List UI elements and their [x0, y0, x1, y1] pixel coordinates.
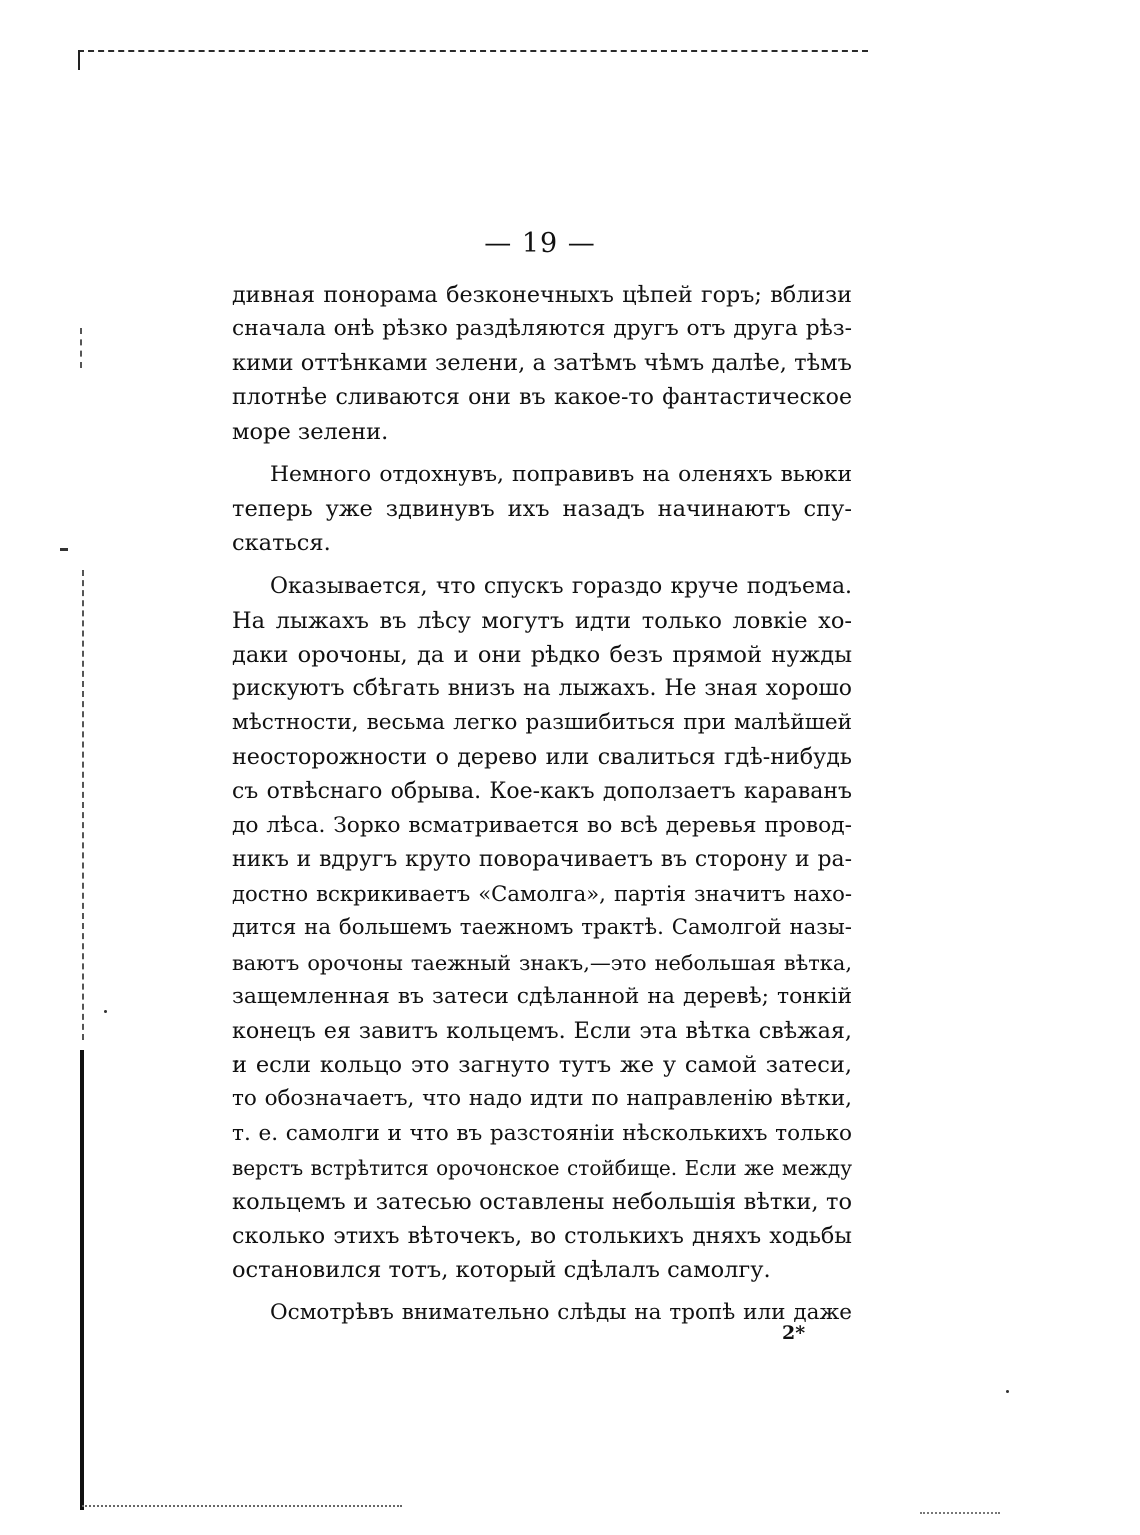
- paragraph: [232, 1296, 852, 1330]
- text-line: ваютъ орочоны таежный знакъ,—это небольшая вѣтка,: [232, 950, 852, 975]
- scan-left-edge: [80, 1050, 84, 1510]
- text-line: никъ и вдругъ круто поворачиваетъ въ сторону и ра-: [232, 847, 852, 872]
- scan-top-corner: [78, 50, 80, 70]
- signature-mark: 2*: [782, 1322, 806, 1344]
- text-line: кольцемъ и затесью оставлены небольшія вѣтки, то: [232, 1188, 852, 1215]
- scan-bottom-rule: [82, 1505, 402, 1507]
- text-line: На лыжахъ въ лѣсу могутъ идти только ловкіе хо-: [232, 607, 852, 634]
- scan-left-mark: [80, 328, 84, 368]
- text-line: и если кольцо это загнуто тутъ же у самой затеси,: [232, 1052, 852, 1079]
- paragraph: [232, 570, 852, 1288]
- scan-speck: [104, 1010, 107, 1013]
- text-line: неосторожности о дерево или свалиться гдѣ-нибудь: [232, 744, 852, 771]
- text-line: съ отвѣснаго обрыва. Кое-какъ доползаетъ караванъ: [232, 778, 852, 804]
- text-line: кими оттѣнками зелени, а затѣмъ чѣмъ далѣе, тѣмъ: [232, 350, 852, 377]
- body-text: [232, 278, 852, 1340]
- text-line: плотнѣе сливаются они въ какое-то фантастическое: [232, 384, 852, 410]
- text-line: защемленная въ затеси сдѣланной на деревѣ; тонкій: [232, 983, 852, 1009]
- text-line: теперь уже здвинувъ ихъ назадъ начинаютъ спу-: [232, 496, 852, 523]
- text-line: верстъ встрѣтится орочонское стойбище. Если же между: [232, 1155, 852, 1180]
- text-line: дивная понорама безконечныхъ цѣпей горъ; вблизи: [232, 282, 852, 308]
- scan-left-dashes: [82, 570, 84, 1040]
- text-line: т. е. самолги и что въ разстояніи нѣсколькихъ только: [232, 1120, 852, 1146]
- page-number: — 19 —: [484, 228, 596, 259]
- scan-speck: [1006, 1390, 1009, 1393]
- text-line: Немного отдохнувъ, поправивъ на оленяхъ вьюки: [270, 461, 852, 487]
- text-line: то обозначаетъ, что надо идти по направленію вѣтки,: [232, 1086, 852, 1112]
- text-line: сначала онѣ рѣзко раздѣляются другъ отъ друга рѣз-: [232, 316, 852, 342]
- text-line: до лѣса. Зорко всматривается во всѣ деревья провод-: [232, 812, 852, 838]
- text-line: мѣстности, весьма легко разшибиться при малѣйшей: [232, 710, 852, 736]
- text-line: дится на большемъ таежномъ трактѣ. Самолгой назы-: [232, 915, 852, 941]
- paragraph: [232, 458, 852, 561]
- text-line: остановился тотъ, который сдѣлалъ самолгу.: [232, 1257, 771, 1284]
- text-line: даки орочоны, да и они рѣдко безъ прямой нужды: [232, 641, 852, 668]
- text-line: Осмотрѣвъ внимательно слѣды на тропѣ или даже: [270, 1300, 852, 1326]
- paragraph: [232, 278, 852, 449]
- text-line: достно вскрикиваетъ «Самолга», партія значитъ нахо-: [232, 881, 852, 907]
- text-line: скаться.: [232, 530, 331, 557]
- text-line: Оказывается, что спускъ гораздо круче подъема.: [270, 573, 852, 599]
- text-line: конецъ ея завитъ кольцемъ. Если эта вѣтка свѣжая,: [232, 1017, 852, 1044]
- text-line: рискуютъ сбѣгать внизъ на лыжахъ. Не зная хорошо: [232, 676, 852, 702]
- text-line: море зелени.: [232, 418, 389, 445]
- scan-top-rule: [78, 50, 868, 52]
- scan-left-tick: [60, 548, 68, 551]
- text-line: сколько этихъ вѣточекъ, во столькихъ дняхъ ходьбы: [232, 1223, 852, 1250]
- scan-bottom-rule-right: [920, 1512, 1000, 1514]
